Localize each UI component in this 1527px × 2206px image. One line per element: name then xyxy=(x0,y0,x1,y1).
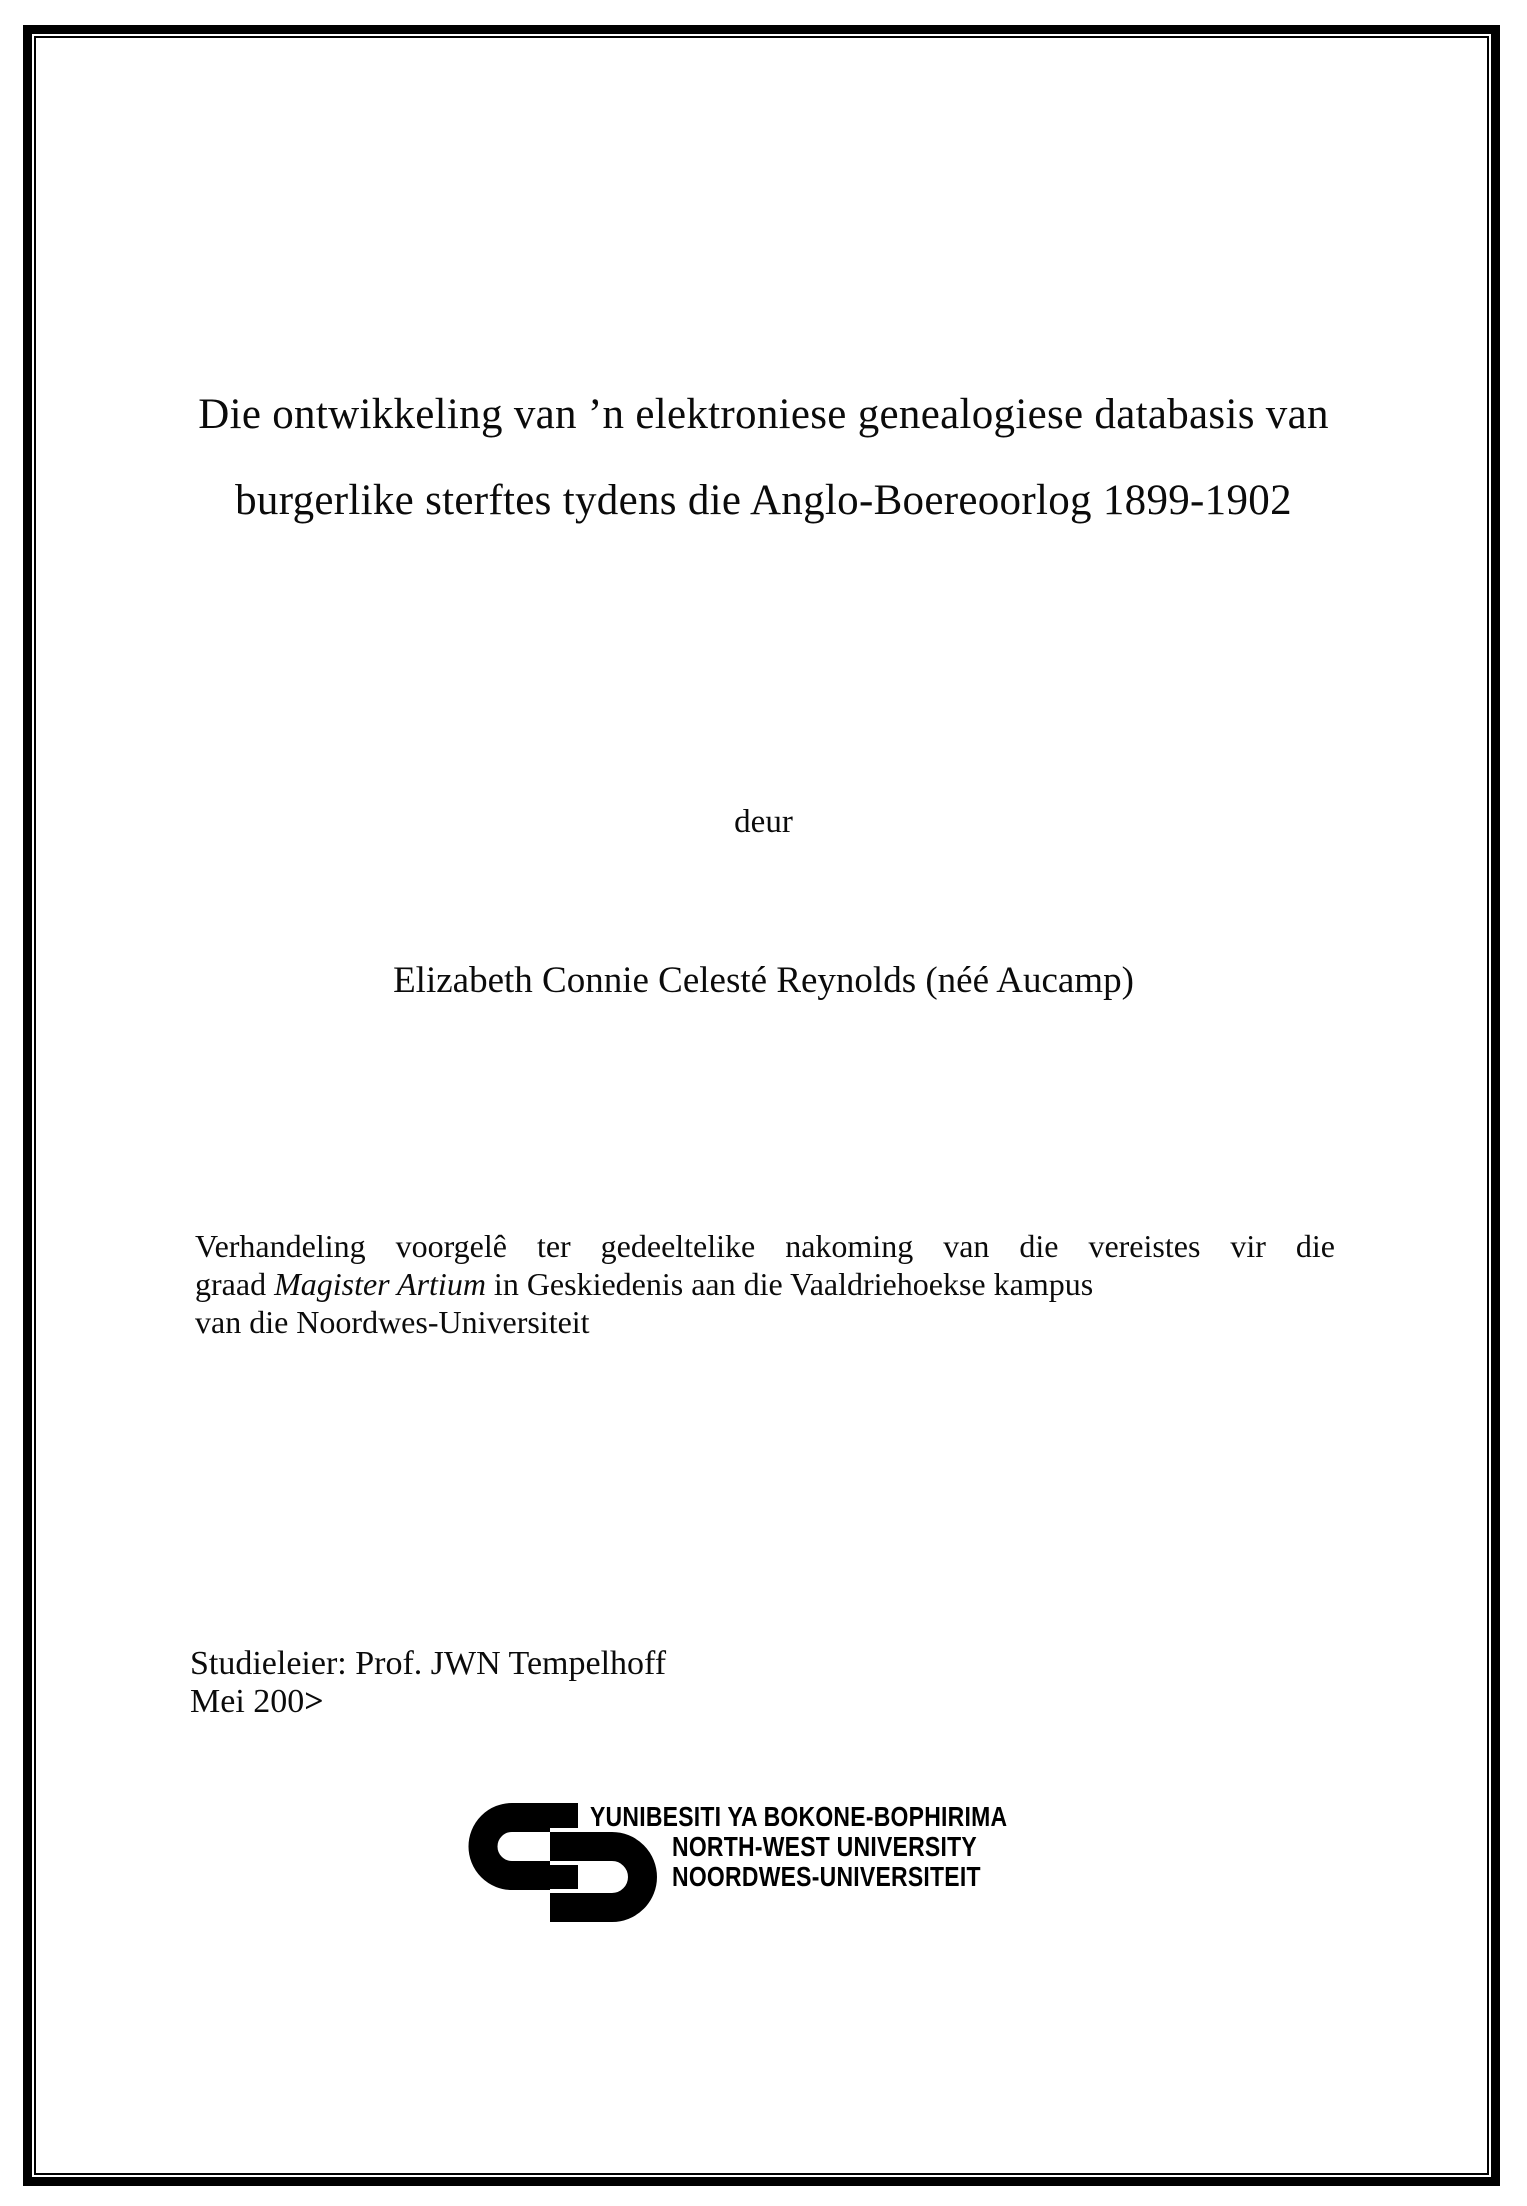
degree-statement-line2 xyxy=(195,1265,1335,1303)
degree-statement-line2-suffix: in Geskiedenis aan die Vaaldriehoekse kampus xyxy=(485,1266,1094,1302)
supervisor-line: Studieleier: Prof. JWN Tempelhoff xyxy=(190,1645,667,1682)
degree-statement-line2-prefix: graad xyxy=(195,1266,275,1302)
supervisor-block xyxy=(190,1645,666,1721)
byline-deur: deur xyxy=(734,804,793,840)
logo-line-english: NORTH-WEST UNIVERSITY xyxy=(672,1831,977,1862)
author-name: Elizabeth Connie Celesté Reynolds (néé Aucamp) xyxy=(393,960,1134,1001)
logo-line-setswana: YUNIBESITI YA BOKONE-BOPHIRIMA xyxy=(590,1801,1008,1832)
university-logo-text xyxy=(590,1802,1007,1892)
date-text: Mei 200 xyxy=(190,1683,305,1720)
degree-statement xyxy=(195,1227,1335,1341)
degree-statement-line3: van die Noordwes-Universiteit xyxy=(195,1304,590,1340)
degree-title-italic: Magister Artium xyxy=(274,1266,486,1302)
logo-line-afrikaans: NOORDWES-UNIVERSITEIT xyxy=(672,1861,981,1892)
degree-statement-line1: Verhandeling voorgelê ter gedeeltelike nakoming van die vereistes vir die xyxy=(195,1228,1335,1264)
date-seven-glyph: > xyxy=(304,1683,324,1720)
thesis-title xyxy=(30,372,1497,544)
date-line xyxy=(190,1683,666,1721)
thesis-title-line2: burgerlike sterftes tydens die Anglo-Boereoorlog 1899-1902 xyxy=(235,477,1292,524)
thesis-title-line1: Die ontwikkeling van ’n elektroniese genealogiese databasis van xyxy=(198,391,1329,438)
